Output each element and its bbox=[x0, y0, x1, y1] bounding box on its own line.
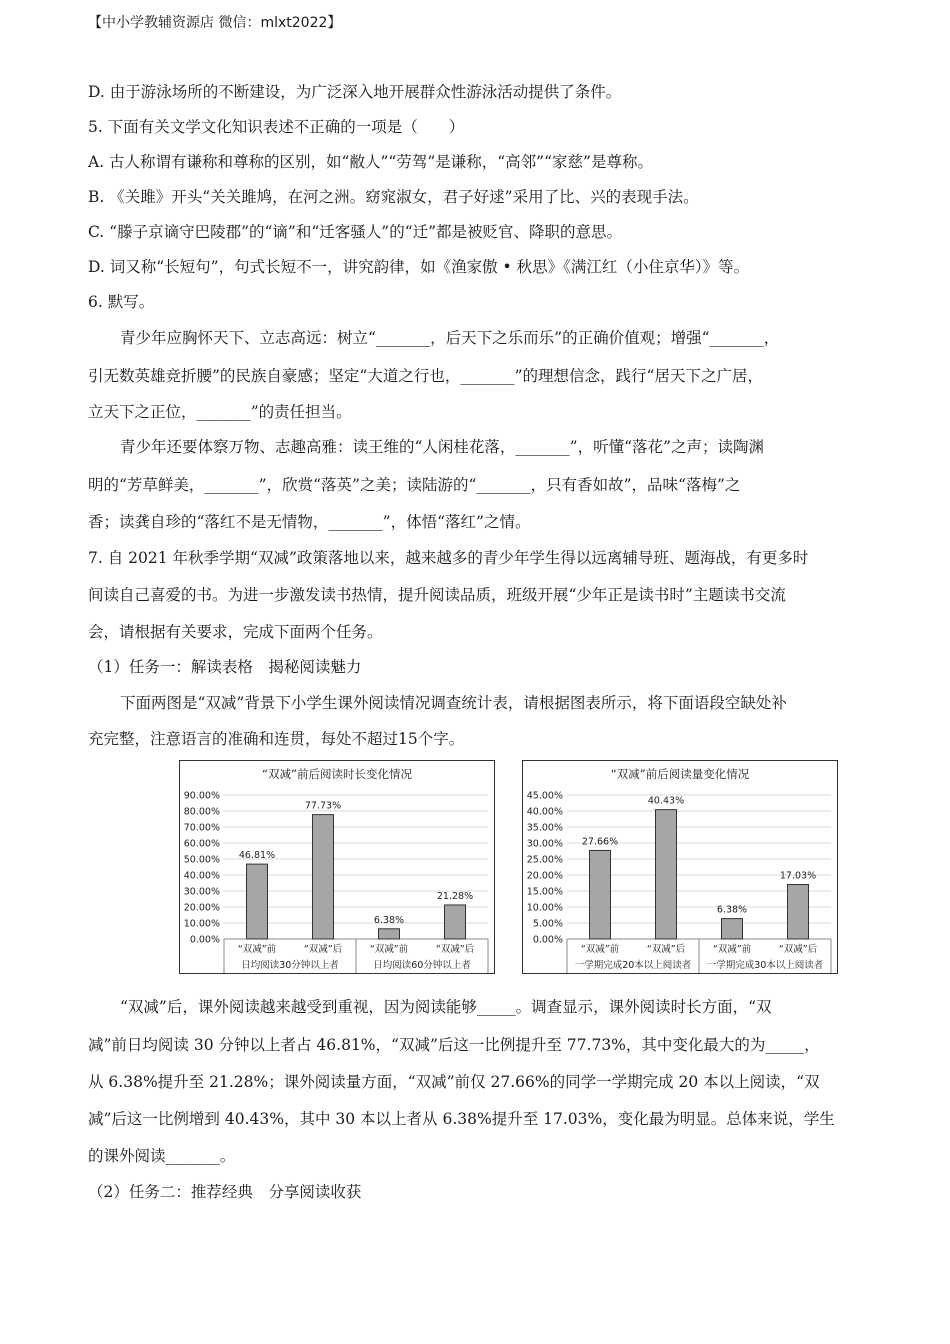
x-category-label: “双减”前 bbox=[580, 944, 620, 955]
x-category-label: “双减”前 bbox=[712, 944, 752, 955]
y-tick-label: 45.00% bbox=[526, 790, 563, 802]
bar bbox=[313, 815, 334, 939]
y-tick-label: 50.00% bbox=[183, 854, 220, 866]
task-two-heading: （2）任务二：推荐经典 分享阅读收获 bbox=[88, 1183, 362, 1201]
q4-option-d: D. 由于游泳场所的不断建设，为广泛深入地开展群众性游泳活动提供了条件。 bbox=[88, 83, 622, 101]
x-category-label: “双减”后 bbox=[303, 944, 343, 955]
bar bbox=[247, 864, 268, 939]
task-one-paragraph-line: “双减”后，课外阅读越来越受到重视，因为阅读能够_____。调查显示，课外阅读时长方面，“双 bbox=[120, 998, 772, 1016]
bar bbox=[656, 810, 677, 939]
q5-option-d: D. 词又称“长短句”，句式长短不一，讲究韵律，如《渔家傲 • 秋思》《满江红（小住京华）》等。 bbox=[88, 258, 750, 276]
y-tick-label: 20.00% bbox=[183, 902, 220, 914]
y-tick-label: 35.00% bbox=[526, 822, 563, 834]
data-label: 40.43% bbox=[647, 795, 685, 807]
q5-stem: 5. 下面有关文学文化知识表述不正确的一项是（ ） bbox=[88, 118, 465, 136]
q6-paragraph-line: 立天下之正位，_______”的责任担当。 bbox=[88, 403, 352, 421]
y-tick-label: 30.00% bbox=[183, 886, 220, 898]
y-tick-label: 15.00% bbox=[526, 886, 563, 898]
bar bbox=[722, 919, 743, 939]
bar bbox=[379, 929, 400, 939]
q5-option-a: A. 古人称谓有谦称和尊称的区别，如“敝人”“劳驾”是谦称，“高邻”“家慈”是尊称。 bbox=[88, 153, 653, 171]
x-category-label: “双减”后 bbox=[435, 944, 475, 955]
q6-stem: 6. 默写。 bbox=[88, 293, 155, 311]
q5-option-b: B. 《关雎》开头“关关雎鸠，在河之洲。窈窕淑女，君子好逑”采用了比、兴的表现手法。 bbox=[88, 188, 699, 206]
bar bbox=[445, 905, 466, 939]
y-tick-label: 0.00% bbox=[189, 934, 220, 946]
data-label: 27.66% bbox=[581, 836, 619, 848]
reading-time-chart bbox=[179, 760, 495, 974]
data-label: 21.28% bbox=[436, 890, 474, 902]
task-one-instruction: 下面两图是“双减”背景下小学生课外阅读情况调查统计表，请根据图表所示，将下面语段空缺处补 bbox=[120, 694, 787, 712]
y-tick-label: 25.00% bbox=[526, 854, 563, 866]
y-tick-label: 20.00% bbox=[526, 870, 563, 882]
y-tick-label: 10.00% bbox=[183, 918, 220, 930]
task-one-paragraph-line: 减”后这一比例增到 40.43%，其中 30 本以上者从 6.38%提升至 17.03%，变化最为明显。总体来说，学生 bbox=[88, 1110, 835, 1128]
bar bbox=[788, 885, 809, 939]
q7-stem-line: 间读自己喜爱的书。为进一步激发读书热情，提升阅读品质，班级开展“少年正是读书时”主题读书交流 bbox=[88, 586, 786, 604]
x-group-label: 日均阅读60分钟以上者 bbox=[373, 960, 471, 971]
task-one-instruction: 充完整，注意语言的准确和连贯，每处不超过15个字。 bbox=[88, 730, 465, 748]
x-category-label: “双减”前 bbox=[369, 944, 409, 955]
y-tick-label: 10.00% bbox=[526, 902, 563, 914]
q7-stem-line: 会，请根据有关要求，完成下面两个任务。 bbox=[88, 623, 383, 641]
q6-paragraph-line: 香；读龚自珍的“落红不是无情物，_______”，体悟“落红”之情。 bbox=[88, 513, 531, 531]
q6-paragraph-line: 青少年还要体察万物、志趣高雅：读王维的“人闲桂花落，_______”，听懂“落花”之声；读陶渊 bbox=[120, 438, 764, 456]
data-label: 6.38% bbox=[373, 914, 405, 926]
task-one-heading: （1）任务一：解读表格 揭秘阅读魅力 bbox=[88, 658, 362, 676]
y-tick-label: 0.00% bbox=[532, 934, 563, 946]
y-tick-label: 60.00% bbox=[183, 838, 220, 850]
x-group-label: 日均阅读30分钟以上者 bbox=[241, 960, 339, 971]
data-label: 17.03% bbox=[779, 870, 817, 882]
y-tick-label: 40.00% bbox=[183, 870, 220, 882]
y-tick-label: 70.00% bbox=[183, 822, 220, 834]
y-tick-label: 30.00% bbox=[526, 838, 563, 850]
x-category-label: “双减”后 bbox=[778, 944, 818, 955]
x-group-label: 一学期完成30本以上阅读者 bbox=[706, 960, 824, 971]
reading-time-chart-svg bbox=[180, 761, 494, 973]
y-tick-label: 90.00% bbox=[183, 790, 220, 802]
q7-stem-line: 7. 自 2021 年秋季学期“双减”政策落地以来，越来越多的青少年学生得以远离辅导班、题海战，有更多时 bbox=[88, 549, 809, 567]
x-group-label: 一学期完成20本以上阅读者 bbox=[574, 960, 692, 971]
q6-paragraph-line: 明的“芳草鲜美，_______”，欣赏“落英”之美；读陆游的“_______，只有香如故”，品味“落梅”之 bbox=[88, 476, 741, 494]
task-one-paragraph-line: 减”前日均阅读 30 分钟以上者占 46.81%，“双减”后这一比例提升至 77.73%，其中变化最大的为_____， bbox=[88, 1036, 820, 1054]
page-header-watermark: 【中小学教辅资源店 微信：mlxt2022】 bbox=[88, 15, 342, 31]
data-label: 6.38% bbox=[716, 904, 748, 916]
q5-option-c: C. “滕子京谪守巴陵郡”的“谪”和“迁客骚人”的“迁”都是被贬官、降职的意思。 bbox=[88, 223, 623, 241]
bar bbox=[590, 850, 611, 939]
y-tick-label: 5.00% bbox=[532, 918, 563, 930]
task-one-paragraph-line: 的课外阅读_______。 bbox=[88, 1147, 236, 1165]
y-tick-label: 80.00% bbox=[183, 806, 220, 818]
chart-title: “双减”前后阅读时长变化情况 bbox=[262, 767, 412, 781]
chart-title: “双减”前后阅读量变化情况 bbox=[610, 767, 750, 781]
q6-paragraph-line: 引无数英雄竞折腰”的民族自豪感；坚定“大道之行也，_______”的理想信念，践行“居天下之广居， bbox=[88, 367, 763, 385]
x-category-label: “双减”前 bbox=[237, 944, 277, 955]
reading-amount-chart-svg bbox=[523, 761, 837, 973]
x-category-label: “双减”后 bbox=[646, 944, 686, 955]
data-label: 77.73% bbox=[304, 800, 342, 812]
q6-paragraph-line: 青少年应胸怀天下、立志高远：树立“_______，后天下之乐而乐”的正确价值观；增强“_______， bbox=[120, 329, 780, 347]
y-tick-label: 40.00% bbox=[526, 806, 563, 818]
task-one-paragraph-line: 从 6.38%提升至 21.28%；课外阅读量方面，“双减”前仅 27.66%的同学一学期完成 20 本以上阅读，“双 bbox=[88, 1073, 820, 1091]
reading-amount-chart bbox=[522, 760, 838, 974]
data-label: 46.81% bbox=[238, 850, 276, 862]
